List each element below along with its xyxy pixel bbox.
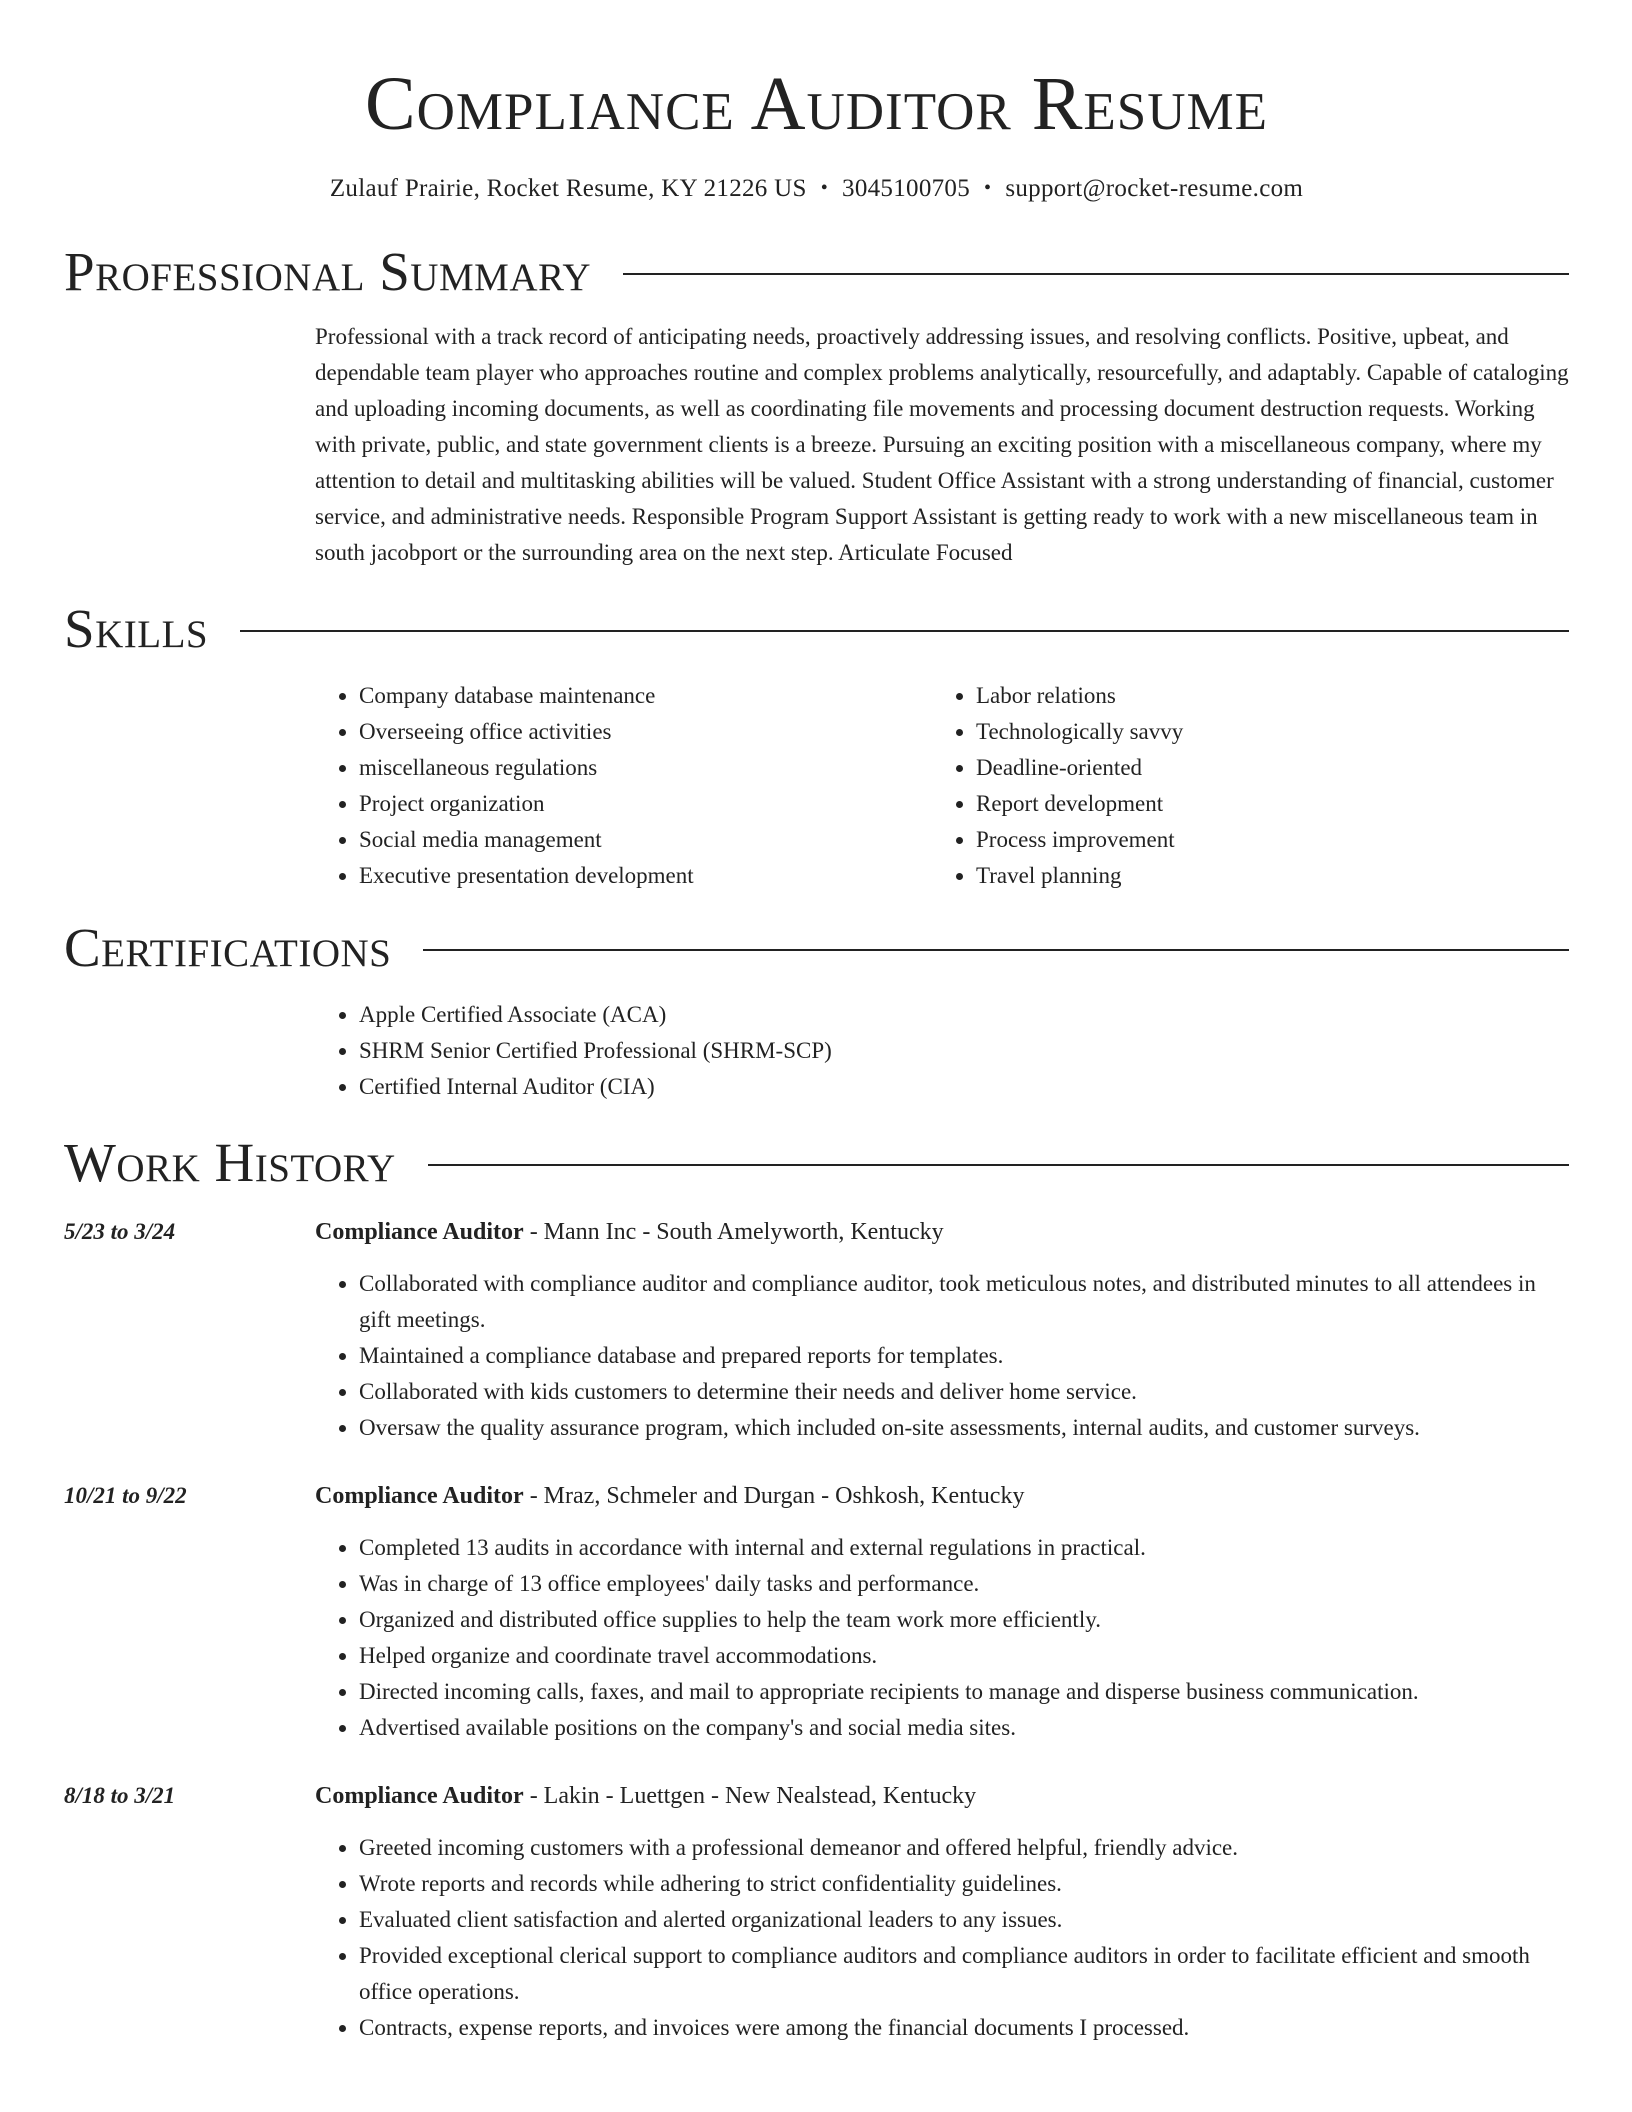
resume-title: Compliance Auditor Resume: [364, 62, 1269, 146]
job-bullet: • Helped organize and coordinate travel accommodations.: [359, 1638, 1569, 1674]
summary-text: Professional with a track record of anticipating needs, proactively addressing issues, and resolving conflicts. Positive, upbeat, and dependable team player who approaches routine and complex problems analytically, resourcefully, and adaptably. Capable of cataloging and uploading incoming documents, as well as coordinating file movements and processing document destruction requests. Working with private, public, and state government clients is a breeze. Pursuing an exciting position with a miscellaneous company, where my attention to detail and multitasking abilities will be valued. Student Office Assistant with a strong understanding of financial, customer service, and administrative needs. Responsible Program Support Assistant is getting ready to work with a new miscellaneous team in south jacobport or the surrounding area on the next step. Articulate Focused: [315, 324, 1569, 565]
skill-item: • Travel planning: [976, 858, 1549, 894]
skill-item: • Company database maintenance: [359, 678, 932, 714]
section-divider: [623, 273, 1569, 275]
job-entry: [64, 1212, 1569, 1446]
job-bullet: • Directed incoming calls, faxes, and mail to appropriate recipients to manage and disperse business communication.: [359, 1674, 1569, 1710]
contact-separator: •: [984, 177, 992, 199]
certification-item: • SHRM Senior Certified Professional (SHRM-SCP): [359, 1033, 1569, 1069]
section-divider: [428, 1164, 1569, 1166]
skill-item: • Process improvement: [976, 822, 1549, 858]
job-title-line: [315, 1776, 1569, 1814]
summary-heading: Professional Summary: [64, 241, 592, 302]
job-bullet: • Provided exceptional clerical support to compliance auditors and compliance auditors in order to facilitate efficient and smooth office operations.: [359, 1938, 1569, 2010]
job-bullet: • Collaborated with kids customers to determine their needs and deliver home service.: [359, 1374, 1569, 1410]
certification-item: • Apple Certified Associate (ACA): [359, 997, 1569, 1033]
certifications-section-header: [64, 917, 1569, 978]
job-bullet: • Maintained a compliance database and prepared reports for templates.: [359, 1338, 1569, 1374]
job-bullets: [315, 1266, 1569, 1446]
skill-item: • Labor relations: [976, 678, 1549, 714]
job-dates: 10/21 to 9/22: [64, 1483, 187, 1508]
skill-item: • Social media management: [359, 822, 932, 858]
job-main: [315, 1212, 1569, 1446]
job-title-line: [315, 1212, 1569, 1250]
certifications-heading: Certifications: [64, 917, 392, 978]
certifications-list: [315, 997, 1569, 1105]
job-bullets: [315, 1530, 1569, 1746]
job-bullets: [315, 1830, 1569, 2046]
job-main: [315, 1476, 1569, 1746]
contact-line: [64, 174, 1569, 204]
job-bullet: • Organized and distributed office supplies to help the team work more efficiently.: [359, 1602, 1569, 1638]
contact-phone: 3045100705: [842, 175, 971, 202]
job-bullet: • Collaborated with compliance auditor and compliance auditor, took meticulous notes, and distributed minutes to all attendees in gift meetings.: [359, 1266, 1569, 1338]
skill-item: • Executive presentation development: [359, 858, 932, 894]
skill-item: • miscellaneous regulations: [359, 750, 932, 786]
job-employer: - Mraz, Schmeler and Durgan - Oshkosh, Kentucky: [523, 1483, 1025, 1509]
job-main: [315, 1776, 1569, 2046]
job-bullet: • Advertised available positions on the company's and social media sites.: [359, 1710, 1569, 1746]
skill-item: • Report development: [976, 786, 1549, 822]
job-dates: 5/23 to 3/24: [64, 1219, 176, 1244]
job-bullet: • Completed 13 audits in accordance with internal and external regulations in practical.: [359, 1530, 1569, 1566]
skill-item: • Technologically savvy: [976, 714, 1549, 750]
job-bullet: • Contracts, expense reports, and invoices were among the financial documents I processed.: [359, 2010, 1569, 2046]
certifications-block: [315, 997, 1569, 1105]
work-history-section-header: [64, 1132, 1569, 1193]
section-divider: [240, 630, 1569, 632]
job-role: Compliance Auditor: [315, 1219, 524, 1245]
skills-list-left: [315, 678, 932, 894]
job-entry: [64, 1776, 1569, 2046]
job-employer: - Lakin - Luettgen - New Nealstead, Kentucky: [523, 1783, 977, 1809]
certification-item: • Certified Internal Auditor (CIA): [359, 1069, 1569, 1105]
job-bullet: • Oversaw the quality assurance program, which included on-site assessments, internal audits, and customer surveys.: [359, 1410, 1569, 1446]
job-dates: 8/18 to 3/21: [64, 1783, 176, 1808]
skills-heading: Skills: [64, 598, 209, 659]
job-role: Compliance Auditor: [315, 1483, 524, 1509]
contact-email[interactable]: support@rocket-resume.com: [1005, 175, 1304, 202]
job-role: Compliance Auditor: [315, 1783, 524, 1809]
skills-grid: [315, 678, 1569, 894]
section-divider: [423, 949, 1569, 951]
skill-item: • Project organization: [359, 786, 932, 822]
job-entry: [64, 1476, 1569, 1746]
skill-item: • Deadline-oriented: [976, 750, 1549, 786]
job-title-line: [315, 1476, 1569, 1514]
job-bullet: • Wrote reports and records while adhering to strict confidentiality guidelines.: [359, 1866, 1569, 1902]
job-employer: - Mann Inc - South Amelyworth, Kentucky: [523, 1219, 944, 1245]
contact-address: Zulauf Prairie, Rocket Resume, KY 21226 US: [329, 175, 807, 202]
job-bullet: • Evaluated client satisfaction and alerted organizational leaders to any issues.: [359, 1902, 1569, 1938]
skill-item: • Overseeing office activities: [359, 714, 932, 750]
summary-section-header: [64, 241, 1569, 302]
job-bullet: • Was in charge of 13 office employees' daily tasks and performance.: [359, 1566, 1569, 1602]
work-history-heading: Work History: [64, 1132, 396, 1193]
contact-separator: •: [820, 177, 829, 199]
job-bullet: • Greeted incoming customers with a professional demeanor and offered helpful, friendly advice.: [359, 1830, 1569, 1866]
skills-section-header: [64, 598, 1569, 659]
skills-list-right: [932, 678, 1549, 894]
